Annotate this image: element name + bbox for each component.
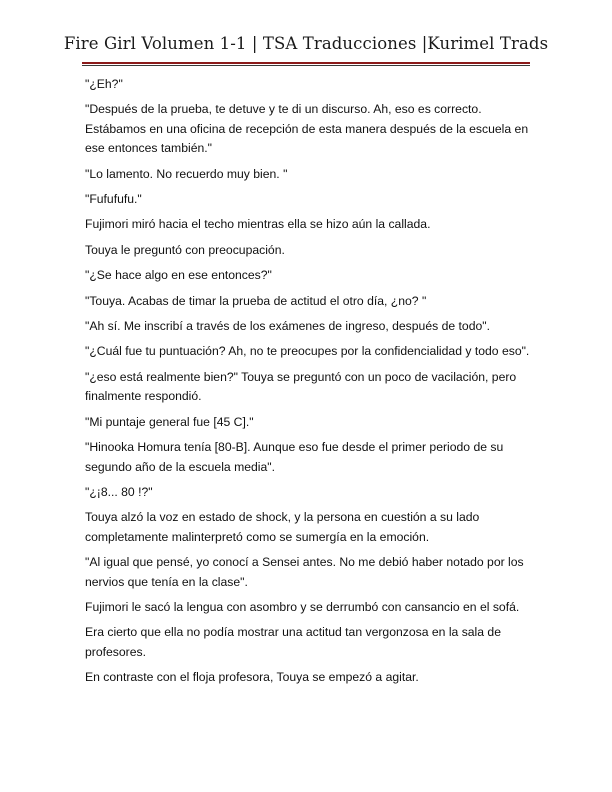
paragraph: Era cierto que ella no podía mostrar una actitud tan vergonzosa en la sala de profesores. <box>85 625 501 659</box>
page-header-title: Fire Girl Volumen 1-1 | TSA Traducciones |Kurimel Trads <box>63 34 549 53</box>
header-rule-red <box>82 62 530 64</box>
paragraph: En contraste con el floja profesora, Touya se empezó a agitar. <box>85 670 419 685</box>
paragraph: "Mi puntaje general fue [45 C]." <box>85 414 254 429</box>
paragraph: "¿Eh?" <box>85 77 123 91</box>
paragraph: "Hinooka Homura tenía [80-B]. Aunque eso fue desde el primer periodo de su segundo año de la escuela media". <box>85 440 504 474</box>
paragraph: Touya alzó la voz en estado de shock, y la persona en cuestión a su lado completamente malinterpretó como se sumergía en la emoción. <box>85 510 480 544</box>
paragraph: Fujimori le sacó la lengua con asombro y se derrumbó con cansancio en el sofá. <box>85 599 520 614</box>
paragraph: "¿¡8... 80 !?" <box>85 484 153 499</box>
paragraph: Touya le preguntó con preocupación. <box>85 242 285 257</box>
document-body <box>85 75 535 694</box>
header-rule-dark <box>82 65 530 66</box>
paragraph: Fujimori miró hacia el techo mientras ella se hizo aún la callada. <box>85 217 431 232</box>
paragraph: "¿eso está realmente bien?" Touya se preguntó con un poco de vacilación, pero finalmente respondió. <box>85 369 517 404</box>
paragraph: "¿Se hace algo en ese entonces?" <box>85 268 272 283</box>
paragraph: "Ah sí. Me inscribí a través de los exámenes de ingreso, después de todo". <box>85 319 490 334</box>
paragraph: "Al igual que pensé, yo conocí a Sensei antes. No me debió haber notado por los nervios que tenía en la clase". <box>85 555 524 589</box>
paragraph: "Lo lamento. No recuerdo muy bien. " <box>85 166 288 181</box>
paragraph: "Después de la prueba, te detuve y te di un discurso. Ah, eso es correcto. Estábamos en una oficina de recepción de esta manera después de la escuela en ese entonces también." <box>85 102 529 156</box>
paragraph: "Touya. Acabas de timar la prueba de actitud el otro día, ¿no? " <box>85 293 427 308</box>
paragraph: "Fufufufu." <box>85 192 142 207</box>
paragraph: "¿Cuál fue tu puntuación? Ah, no te preocupes por la confidencialidad y todo eso". <box>85 344 530 359</box>
